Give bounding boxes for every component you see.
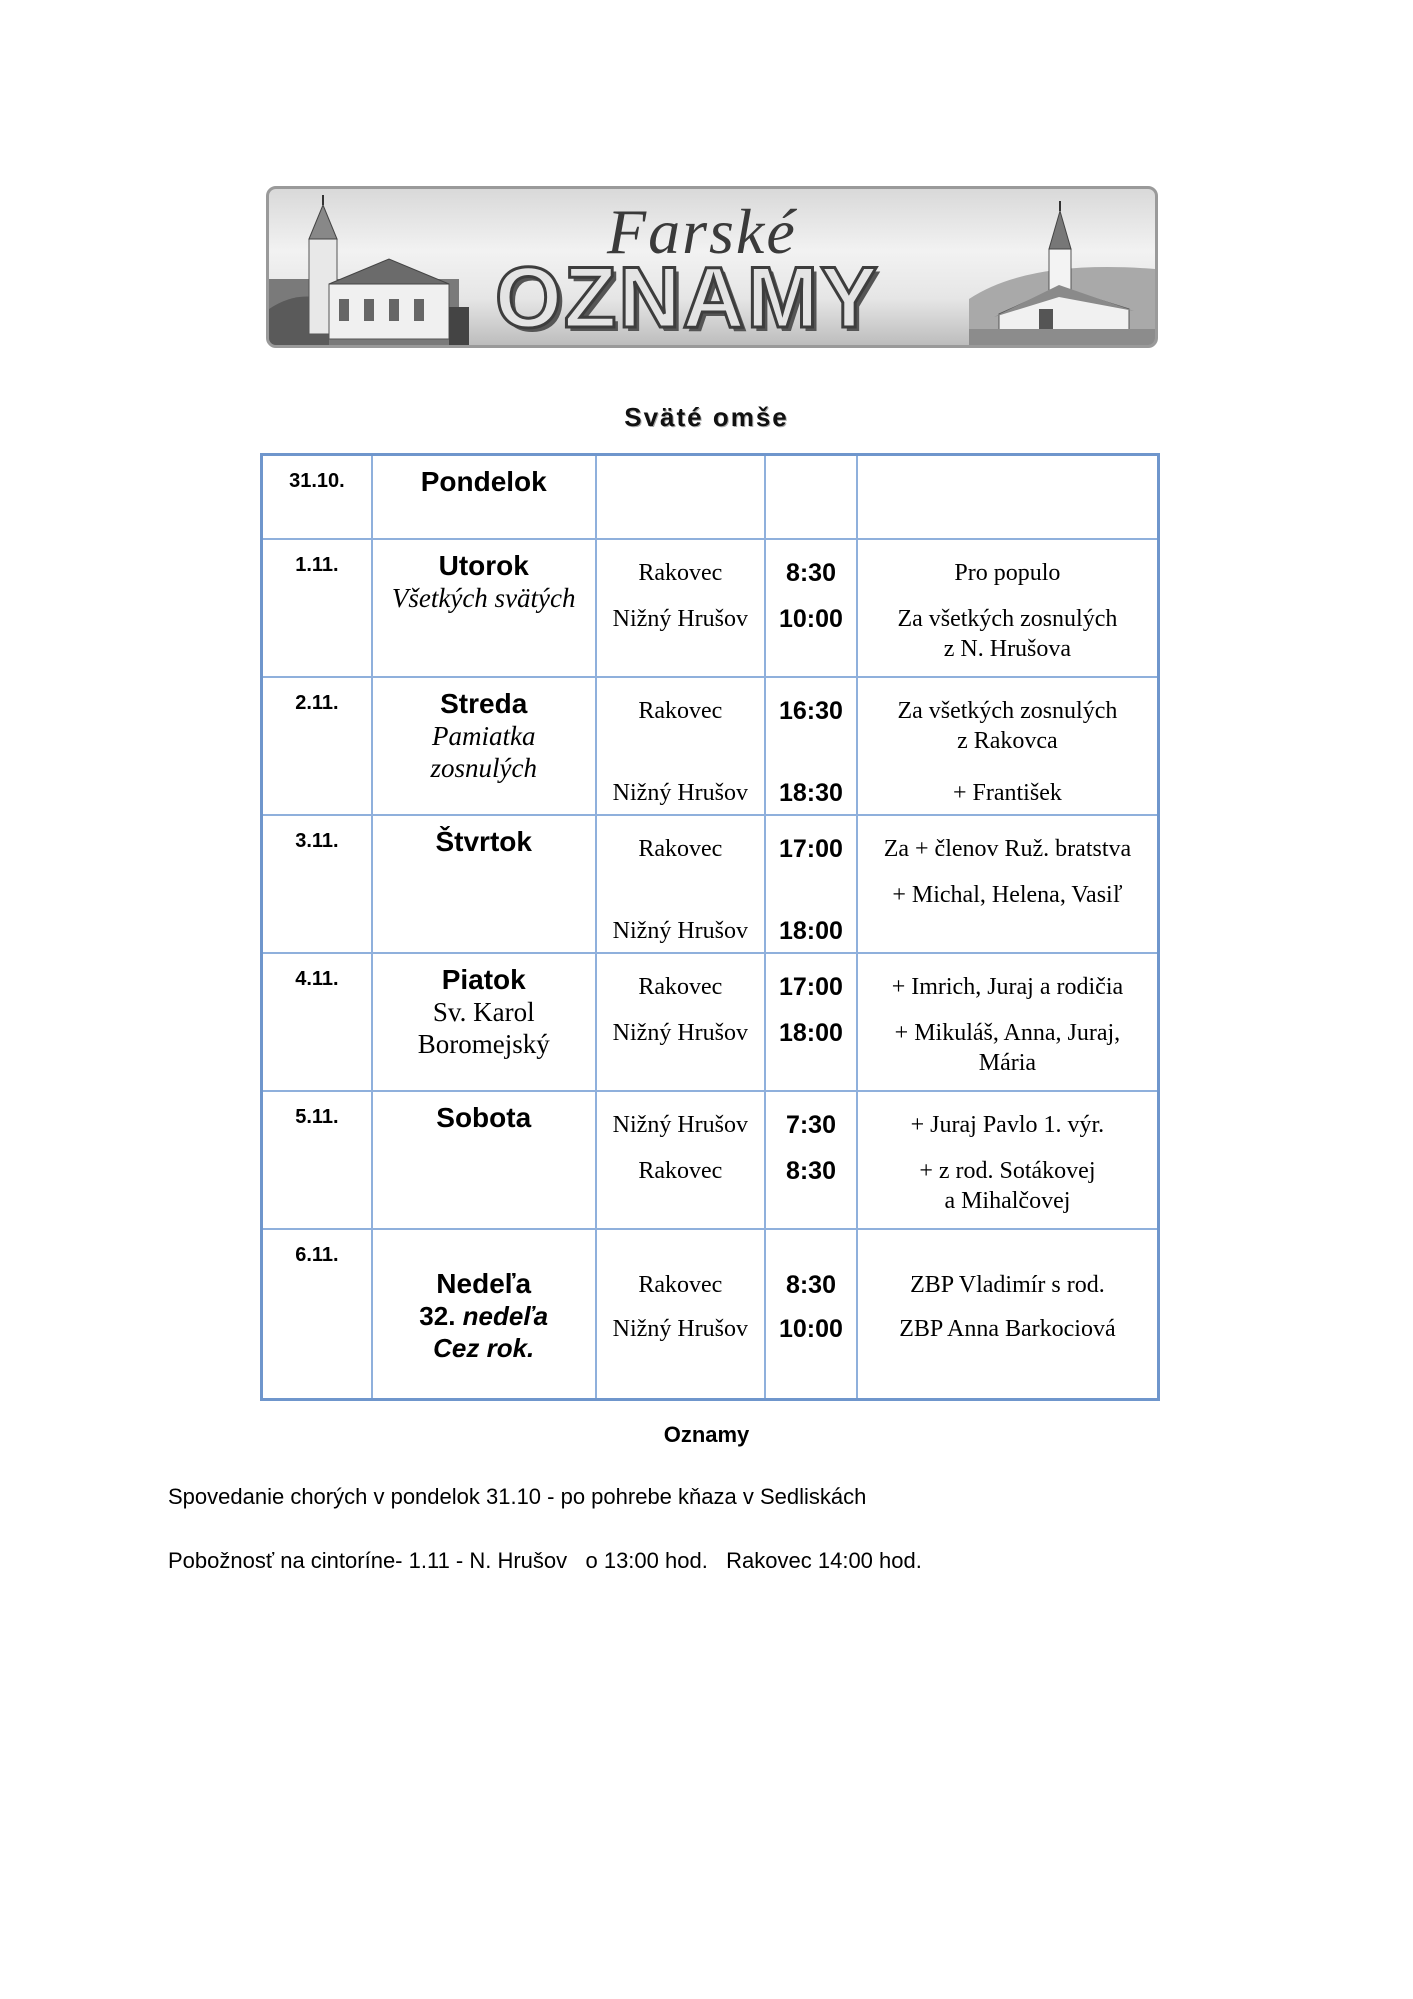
- time-cell: [765, 539, 857, 677]
- day-cell: [372, 539, 596, 677]
- place-cell: [596, 815, 766, 953]
- place-name: Rakovec: [638, 560, 723, 586]
- day-cell: [372, 677, 596, 815]
- day-subtitle: Všetkých svätých: [391, 583, 576, 613]
- day-subtitle: zosnulých: [430, 753, 537, 783]
- mass-intention: + Imrich, Juraj a rodičia: [891, 974, 1124, 1000]
- time-cell: [765, 953, 857, 1091]
- mass-intention: z Rakovca: [957, 728, 1058, 754]
- schedule-row: [262, 1091, 1159, 1229]
- schedule-row: [262, 455, 1159, 540]
- mass-intention: Za + členov Ruž. bratstva: [883, 836, 1132, 862]
- intention-cell: [857, 953, 1159, 1091]
- place-name: Rakovec: [638, 836, 723, 862]
- mass-time: 7:30: [785, 1111, 836, 1139]
- day-cell: [372, 815, 596, 953]
- left-church-icon: [269, 195, 469, 345]
- place-name: Nižný Hrušov: [612, 1112, 748, 1138]
- intention-cell: [857, 455, 1159, 540]
- intention-cell: [857, 1229, 1159, 1400]
- announcement-line-1: Spovedanie chorých v pondelok 31.10 - po pohrebe kňaza v Sedliskách: [168, 1484, 867, 1509]
- banner-script-title: Farské: [607, 196, 797, 267]
- right-church-icon: [969, 201, 1155, 345]
- day-name: Pondelok: [420, 466, 547, 497]
- announcement-line-2: Pobožnosť na cintoríne- 1.11 - N. Hrušov o 13:00 hod. Rakovec 14:00 hod.: [168, 1548, 922, 1573]
- intention-cell: [857, 677, 1159, 815]
- place-cell: [596, 455, 766, 540]
- banner-main-title: OZNAMY: [495, 250, 880, 346]
- place-name: Nižný Hrušov: [612, 780, 748, 806]
- place-cell: [596, 953, 766, 1091]
- date-cell: 2.11.: [262, 677, 372, 815]
- mass-intention: a Mihalčovej: [944, 1188, 1071, 1214]
- day-name: Štvrtok: [435, 826, 532, 857]
- mass-intention: ZBP Vladimír s rod.: [910, 1272, 1105, 1298]
- intention-cell: [857, 539, 1159, 677]
- time-cell: [765, 1229, 857, 1400]
- day-name: Sobota: [436, 1102, 532, 1133]
- mass-time: 18:30: [778, 779, 843, 807]
- header-banner: [266, 186, 1158, 348]
- date-cell: 1.11.: [262, 539, 372, 677]
- mass-intention: z N. Hrušova: [943, 636, 1072, 662]
- mass-time: 8:30: [785, 559, 836, 587]
- schedule-row: [262, 539, 1159, 677]
- place-cell: [596, 1229, 766, 1400]
- mass-time: 10:00: [778, 605, 843, 633]
- day-subtitle: Pamiatka: [431, 721, 536, 751]
- day-cell: [372, 1091, 596, 1229]
- mass-intention: Mária: [978, 1050, 1037, 1076]
- day-name: Utorok: [438, 550, 529, 581]
- time-cell: [765, 815, 857, 953]
- mass-intention: + Michal, Helena, Vasiľ: [892, 882, 1123, 908]
- schedule-row: [262, 953, 1159, 1091]
- time-cell: [765, 455, 857, 540]
- mass-intention: Za všetkých zosnulých: [897, 606, 1118, 632]
- day-cell: [372, 455, 596, 540]
- day-subtitle: Sv. Karol: [432, 997, 535, 1027]
- day-cell: [372, 953, 596, 1091]
- mass-schedule-table: [260, 453, 1160, 1401]
- day-subtitle: Boromejský: [417, 1029, 550, 1059]
- place-cell: [596, 539, 766, 677]
- mass-time: 18:00: [778, 1019, 843, 1047]
- section-title: Sväté omše: [624, 402, 789, 432]
- mass-intention: + František: [952, 780, 1062, 806]
- mass-time: 17:00: [778, 835, 843, 863]
- mass-intention: + Juraj Pavlo 1. výr.: [910, 1112, 1105, 1138]
- time-cell: [765, 1091, 857, 1229]
- day-subtitle: Cez rok.: [433, 1333, 535, 1363]
- schedule-row: [262, 1229, 1159, 1400]
- day-cell: [372, 1229, 596, 1400]
- time-cell: [765, 677, 857, 815]
- place-cell: [596, 1091, 766, 1229]
- place-cell: [596, 677, 766, 815]
- mass-intention: Pro populo: [954, 560, 1061, 586]
- place-name: Rakovec: [638, 698, 723, 724]
- schedule-row: [262, 677, 1159, 815]
- mass-time: 17:00: [778, 973, 843, 1001]
- announcements-title: Oznamy: [663, 1422, 750, 1447]
- mass-time: 8:30: [785, 1157, 836, 1185]
- place-name: Nižný Hrušov: [612, 1020, 748, 1046]
- schedule-row: [262, 815, 1159, 953]
- place-name: Nižný Hrušov: [612, 606, 748, 632]
- mass-time: 16:30: [778, 697, 843, 725]
- date-cell: 4.11.: [262, 953, 372, 1091]
- place-name: Nižný Hrušov: [612, 1316, 748, 1342]
- place-name: Nižný Hrušov: [612, 918, 748, 944]
- intention-cell: [857, 815, 1159, 953]
- place-name: Rakovec: [638, 1158, 723, 1184]
- mass-time: 10:00: [778, 1315, 843, 1343]
- mass-intention: Za všetkých zosnulých: [897, 698, 1118, 724]
- day-name: Nedeľa: [436, 1268, 532, 1299]
- date-cell: 6.11.: [262, 1229, 372, 1400]
- intention-cell: [857, 1091, 1159, 1229]
- day-name: Streda: [440, 688, 528, 719]
- day-name: Piatok: [441, 964, 526, 995]
- date-cell: 31.10.: [262, 455, 372, 540]
- place-name: Rakovec: [638, 1272, 723, 1298]
- date-cell: 3.11.: [262, 815, 372, 953]
- mass-time: 18:00: [778, 917, 843, 945]
- mass-intention: + Mikuláš, Anna, Juraj,: [894, 1020, 1121, 1046]
- mass-time: 8:30: [785, 1271, 836, 1299]
- date-cell: 5.11.: [262, 1091, 372, 1229]
- mass-intention: + z rod. Sotákovej: [919, 1158, 1096, 1184]
- day-subtitle: 32. nedeľa: [419, 1301, 549, 1331]
- mass-intention: ZBP Anna Barkociová: [899, 1316, 1116, 1342]
- place-name: Rakovec: [638, 974, 723, 1000]
